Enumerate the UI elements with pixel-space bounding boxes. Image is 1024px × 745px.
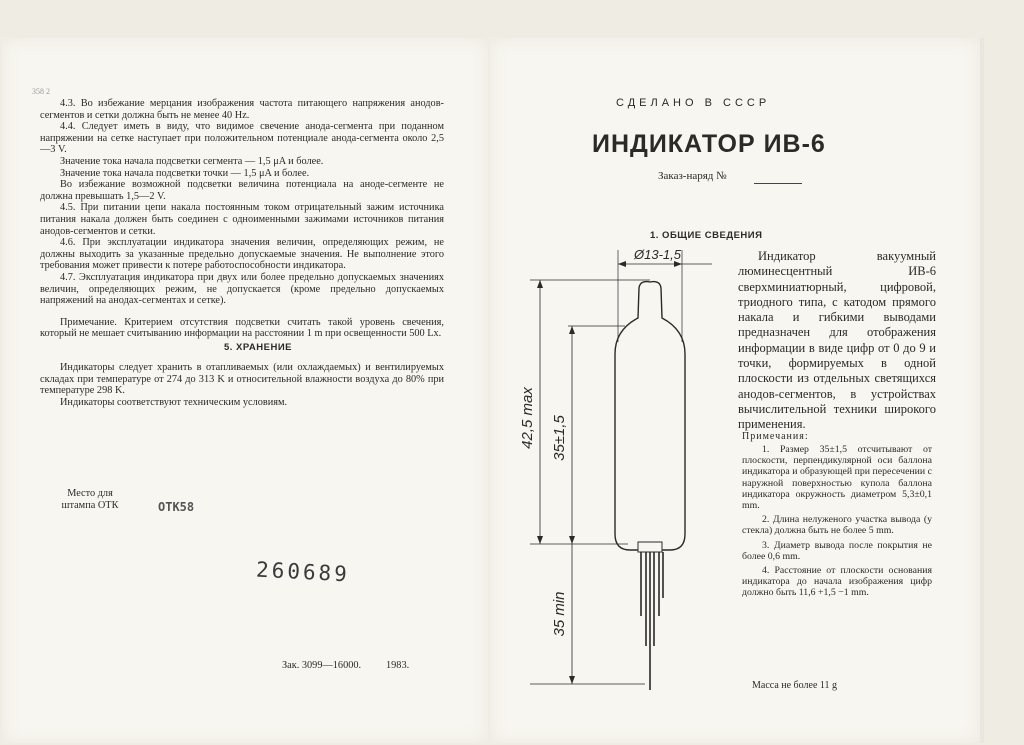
print-year: 1983. — [386, 660, 410, 671]
made-in-label: СДЕЛАНО В СССР — [616, 97, 771, 109]
page-mark: 358 2 — [32, 87, 50, 96]
storage-paragraph: Индикаторы следует хранить в отапливаемых (или охлаждаемых) и вентилируемых складах при температуре от 274 до 313 K и относительной влажности воздуха до 80% при температуре 298 K. — [40, 362, 444, 397]
body-length-label: 35±1,5 — [551, 415, 568, 461]
general-info-text: Индикатор вакуумный люминесцентный ИВ-6 сверхминиатюрный, цифровой, триодного типа, с катодом прямого накала и гибкими выводами предназначен для отображения информации в виде цифр от 0 до 9 и точки, формируемых в одной плоскости из отдельных светящихся анодов-сегментов, в устройствах вычислительной техники широкого применения. — [738, 249, 936, 432]
date-stamp: 260689 — [255, 557, 351, 587]
storage-text — [40, 362, 444, 408]
general-info — [738, 249, 936, 433]
note-item: 3. Диаметр вывода после покрытия не более 0,6 mm. — [742, 539, 932, 562]
rule-paragraph: Значение тока начала подсветки точки — 1,5 μA и более. — [60, 167, 310, 179]
general-heading: 1. ОБЩИЕ СВЕДЕНИЯ — [650, 230, 763, 241]
rule-paragraph: Значение тока начала подсветки сегмента — 1,5 μA и более. — [60, 155, 324, 167]
notes-heading: Примечания: — [742, 431, 809, 442]
operation-rules-text — [40, 98, 444, 340]
overall-length-label: 42,5 max — [519, 387, 536, 449]
page-edge — [980, 38, 984, 743]
rule-note: Примечание. Критерием отсутствия подсветки считать такой уровень свечения, который не мешает считыванию информации на расстоянии 1 m при освещенности 500 Lx. — [40, 316, 444, 340]
order-number-line — [754, 183, 802, 184]
diameter-label: Ø13-1,5 — [634, 247, 681, 262]
rule-paragraph: 4.4. Следует иметь в виду, что видимое свечение анода-сегмента при поданном напряжении на сетке наступает при положительном потенциале анода-сегмента около 2,5—3 V. — [40, 121, 444, 156]
note-item: 1. Размер 35±1,5 отсчитывают от плоскости, перпендикулярной оси баллона индикатора и образующей при пересечении с наружной поверхностью купола баллона индикатора окружность диаметром 5,3±0,1 mm. — [742, 444, 932, 512]
notes-list — [742, 444, 932, 599]
mass-label: Масса не более 11 g — [752, 680, 838, 691]
rule-paragraph: Во избежание возможной подсветки величина потенциала на аноде-сегменте не должна превышать 1,5—2 V. — [40, 179, 444, 202]
rule-paragraph: 4.3. Во избежание мерцания изображения частота питающего напряжения анодов-сегментов и сетки должна быть не менее 40 Hz. — [40, 98, 444, 121]
order-label: Заказ-наряд № — [658, 170, 727, 182]
document-title: ИНДИКАТОР ИВ-6 — [592, 130, 826, 158]
note-item: 2. Длина нелуженого участка вывода (у стекла) должна быть не более 5 mm. — [742, 514, 932, 537]
tube-drawing — [500, 238, 740, 698]
lead-length-label: 35 min — [551, 591, 568, 637]
rule-paragraph: 4.6. При эксплуатации индикатора значения величин, определяющих режим, не должны выходить за указанные предельно допускаемые значения. Не выполнение этого требования может привести к потере работоспособности индикатора. — [40, 237, 444, 272]
note-item: 4. Расстояние от плоскости основания индикатора до начала изображения цифр должно быть 11,6 +1,5 −1 mm. — [742, 565, 932, 599]
otk-stamp: ОТК58 — [158, 500, 195, 514]
rule-paragraph: 4.7. Эксплуатация индикатора при двух или более предельно допускаемых значениях величин, определяющих режим, не допускается (кроме предельно допускаемых напряжений на анодах-сегментах и сетке). — [40, 271, 444, 307]
stamp-place-label: Место для штампа ОТК — [61, 488, 119, 511]
storage-paragraph: Индикаторы соответствуют техническим условиям. — [60, 396, 288, 408]
rule-paragraph: 4.5. При питании цепи накала постоянным током отрицательный зажим источника питания накала должен быть соединен с одноименными зажимами источников питания анодов-сегментов и сетки. — [40, 202, 444, 237]
storage-heading: 5. ХРАНЕНИЕ — [224, 342, 292, 353]
order-footer: Зак. 3099—16000. — [282, 660, 362, 671]
